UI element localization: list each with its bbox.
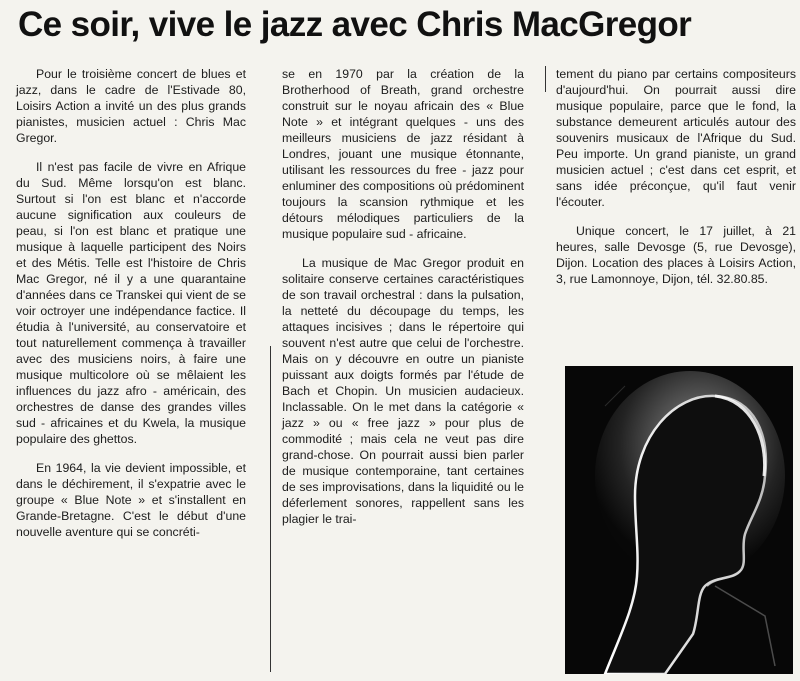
paragraph: En 1964, la vie devient impossible, et dans le déchirement, il s'expatrie avec le groupe « Blue Note » et s'installent en Grande-Bretagne. C'est le début d'une nouvelle aventure qui se concréti- <box>16 461 246 539</box>
article-column-3 <box>556 66 796 300</box>
paragraph: tement du piano par certains compositeurs d'aujourd'hui. On pourrait aussi dire musique populaire, parce que le fond, la substance demeurent articulés autour des souvenirs musicaux de l'Afrique du Sud. Peu importe. Un grand pianiste, un grand musicien actuel ; c'est dans cet esprit, et sans idée préconçue, qu'il faut venir l'écouter. <box>556 67 796 209</box>
portrait-photo <box>565 366 793 674</box>
article-column-1 <box>16 66 246 553</box>
paragraph: La musique de Mac Gregor produit en solitaire conserve certaines caractéristiques de son travail orchestral : dans la pulsation, la netteté du découpage du temps, les attaques incisives ; dans le répertoire qui souvent n'est autre que celui de l'orchestre. Mais on y découvre en outre un pianiste puissant aux doigts formés par l'étude de Bach et Chopin. Un musicien audacieux. Inclassable. On le met dans la catégorie « jazz » ou « free jazz » pour plus de commodité ; mais cela ne veut pas dire grand-chose. On pourrait aussi bien parler de musique contemporaine, tant certaines de ses improvisations, dans la liquidité ou le déferlement sonores, rappellent sans les plagier le trai- <box>282 256 524 526</box>
column-divider <box>545 66 546 92</box>
paragraph: Unique concert, le 17 juillet, à 21 heures, salle Devosge (5, rue Devosge), Dijon. Location des places à Loisirs Action, 3, rue Lamonnoye, Dijon, tél. 32.80.85. <box>556 224 796 286</box>
paragraph: Pour le troisième concert de blues et jazz, dans le cadre de l'Estivade 80, Loisirs Action a invité un des plus grands pianistes, musicien actuel : Chris Mac Gregor. <box>16 67 246 145</box>
column-divider <box>270 346 271 672</box>
headline: Ce soir, vive le jazz avec Chris MacGregor <box>18 5 692 44</box>
article-column-2 <box>282 66 524 540</box>
portrait-silhouette-icon <box>565 366 793 674</box>
paragraph: Il n'est pas facile de vivre en Afrique du Sud. Même lorsqu'on est blanc. Surtout si l'on est blanc et n'accorde aucune signification aux couleurs de peau, si l'on est blanc et pratique une musique à laquelle participent des Noirs et des Métis. Telle est l'histoire de Chris Mac Gregor, né il y a une quarantaine d'années dans ce Transkei qui vient de se voir octroyer une indépendance factice. Il étudia à l'université, au conservatoire et tout naturellement commença à travailler avec des musiciens noirs, à faire une musique multicolore où se mêlaient les influences du jazz afro - américain, des orchestres de danse des grandes villes sud - africaines et du Kwela, la musique populaire des ghettos. <box>16 160 246 446</box>
paragraph: se en 1970 par la création de la Brotherhood of Breath, grand orchestre construit sur le noyau africain des « Blue Note » et intégrant quelques - uns des meilleurs musiciens de jazz résidant à Londres, jouant une musique étonnante, utilisant les ressources du free - jazz pour enluminer des compositions où prédominent toujours la scansion rythmique et les détours mélodiques particuliers de la musique populaire sud - africaine. <box>282 67 524 241</box>
